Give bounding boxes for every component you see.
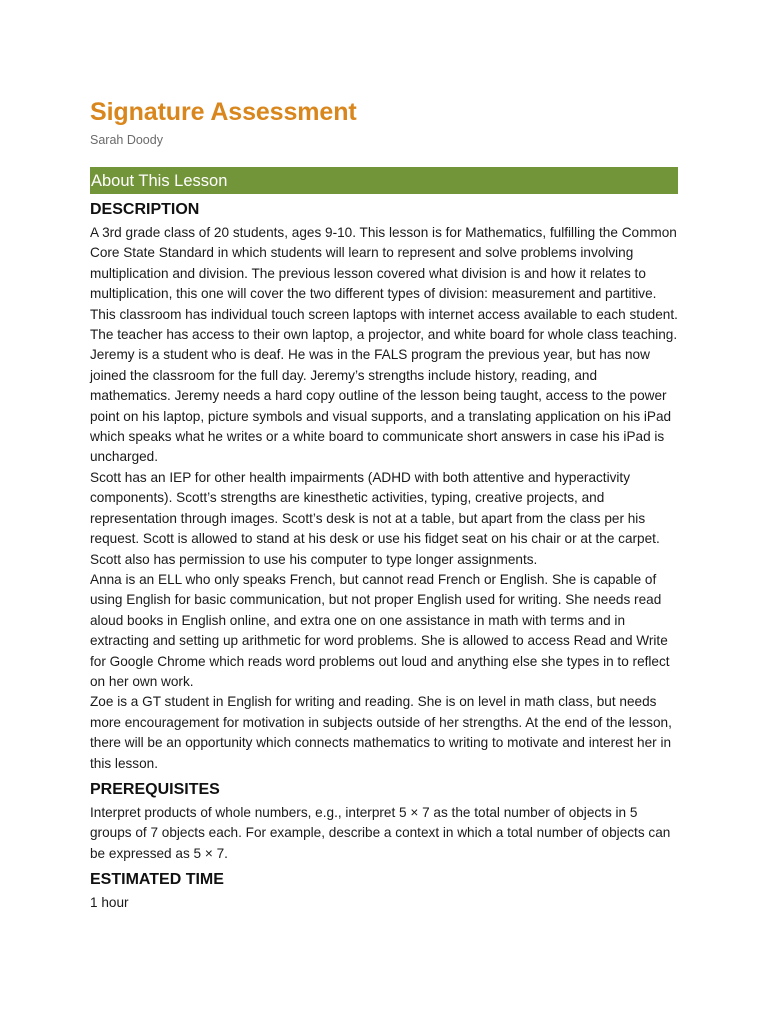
description-paragraph-zoe: Zoe is a GT student in English for writing and reading. She is on level in math class, but needs more encouragement for motivation in subjects outside of her strengths. At the end of the lesson, there will be an opportunity which connects mathematics to writing to motivate and interest her in this lesson. — [90, 694, 672, 771]
prerequisites-heading: PREREQUISITES — [90, 780, 220, 798]
document-author: Sarah Doody — [90, 133, 163, 147]
description-paragraph-scott: Scott has an IEP for other health impairments (ADHD with both attentive and hyperactivity components). Scott’s strengths are kinesthetic activities, typing, creative projects, and representation through images. Scott’s desk is not at a table, but apart from the class per his request. Scott is allowed to stand at his desk or use his fidget seat on his chair or at the carpet. Scott also has permission to use his computer to type longer assignments. — [90, 469, 660, 567]
estimated-time-value: 1 hour — [90, 895, 129, 911]
section-header-about-this-lesson: About This Lesson — [90, 167, 678, 194]
description-paragraph-anna: Anna is an ELL who only speaks French, but cannot read French or English. She is capable of using English for basic communication, but not proper English used for writing. She needs read aloud books in English online, and extra one on one assistance in math with terms and in extracting and setting up arithmetic for word problems. She is allowed to access Read and Write for Google Chrome which reads word problems out loud and anything else she types in to reflect on her own work. — [90, 571, 670, 689]
prerequisites-text: Interpret products of whole numbers, e.g., interpret 5 × 7 as the total number of objects in 5 groups of 7 objects each. For example, describe a context in which a total number of objects can be expressed as 5 × 7. — [90, 804, 671, 861]
document-title: Signature Assessment — [90, 98, 357, 126]
document-page — [90, 96, 678, 914]
estimated-time-heading: ESTIMATED TIME — [90, 871, 224, 889]
description-paragraph-jeremy: Jeremy is a student who is deaf. He was in the FALS program the previous year, but has now joined the classroom for the full day. Jeremy’s strengths include history, reading, and mathematics. Jeremy needs a hard copy outline of the lesson being taught, access to the power point on his laptop, picture symbols and visual supports, and a translating application on his iPad which speaks what he writes or a white board to communicate short answers in case his iPad is uncharged. — [90, 347, 672, 465]
description-paragraph-class: A 3rd grade class of 20 students, ages 9-10. This lesson is for Mathematics, fulfilling the Common Core State Standard in which students will learn to represent and solve problems involving multiplication and division. The previous lesson covered what division is and how it relates to multiplication, this one will cover the two different types of division: measurement and partitive. This classroom has individual touch screen laptops with internet access available to each student. The teacher has access to their own laptop, a projector, and white board for whole class teaching. — [90, 225, 678, 343]
description-heading: DESCRIPTION — [90, 201, 200, 218]
